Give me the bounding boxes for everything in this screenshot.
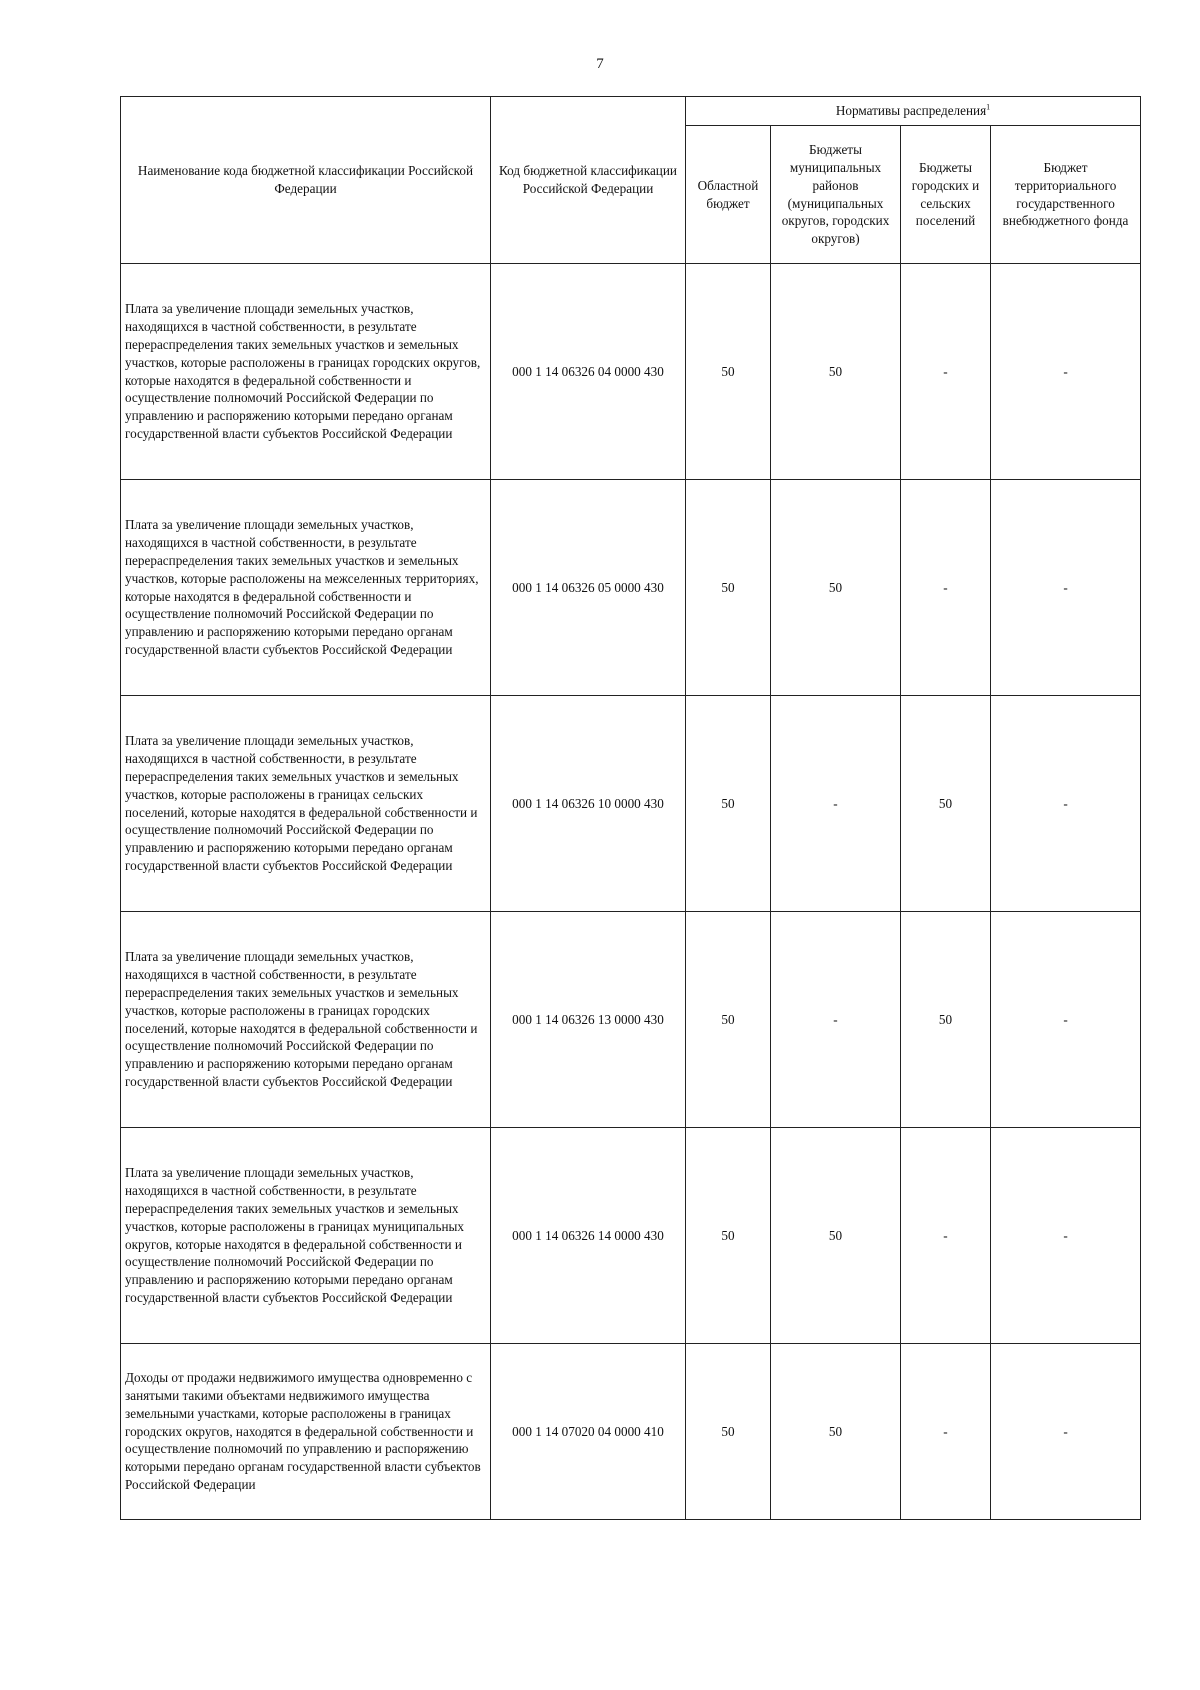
row-regional: 50	[686, 912, 771, 1128]
row-municipal: -	[771, 696, 901, 912]
row-municipal: 50	[771, 264, 901, 480]
table-row	[121, 264, 1141, 480]
row-regional: 50	[686, 264, 771, 480]
row-regional: 50	[686, 1344, 771, 1520]
row-name: Плата за увеличение площади земельных участков, находящихся в частной собственности, в результате перераспределения таких земельных участков и земельных участков, которые расположены в границах городских округов, которые находятся в федеральной собственности и осуществление полномочий Российской Федерации по управлению и распоряжению которыми передано органам государственной власти субъектов Российской Федерации	[121, 264, 491, 480]
row-name: Доходы от продажи недвижимого имущества одновременно с занятыми такими объектами недвижимого имущества земельными участками, которые расположены в границах городских округов, находятся в федеральной собственности и осуществление полномочий по управлению и распоряжению которыми передано органам государственной власти субъектов Российской Федерации	[121, 1344, 491, 1520]
row-settlements: 50	[901, 912, 991, 1128]
table-row	[121, 1344, 1141, 1520]
row-municipal: 50	[771, 1344, 901, 1520]
row-name: Плата за увеличение площади земельных участков, находящихся в частной собственности, в результате перераспределения таких земельных участков и земельных участков, которые расположены на межселенных территориях, которые находятся в федеральной собственности и осуществление полномочий Российской Федерации по управлению и распоряжению которыми передано органам государственной власти субъектов Российской Федерации	[121, 480, 491, 696]
row-name: Плата за увеличение площади земельных участков, находящихся в частной собственности, в результате перераспределения таких земельных участков и земельных участков, которые расположены в границах муниципальных округов, которые находятся в федеральной собственности и осуществление полномочий Российской Федерации по управлению и распоряжению которыми передано органам государственной власти субъектов Российской Федерации	[121, 1128, 491, 1344]
row-fund: -	[991, 1344, 1141, 1520]
header-regional: Областной бюджет	[686, 126, 771, 264]
row-regional: 50	[686, 696, 771, 912]
header-settlements: Бюджеты городских и сельских поселений	[901, 126, 991, 264]
table-row	[121, 480, 1141, 696]
header-municipal: Бюджеты муниципальных районов (муниципальных округов, городских округов)	[771, 126, 901, 264]
header-code: Код бюджетной классификации Российской Федерации	[491, 97, 686, 264]
table-row	[121, 912, 1141, 1128]
table-row	[121, 696, 1141, 912]
row-code: 000 1 14 06326 05 0000 430	[491, 480, 686, 696]
row-code: 000 1 14 06326 04 0000 430	[491, 264, 686, 480]
row-name: Плата за увеличение площади земельных участков, находящихся в частной собственности, в результате перераспределения таких земельных участков и земельных участков, которые расположены в границах городских поселений, которые находятся в федеральной собственности и осуществление полномочий Российской Федерации по управлению и распоряжению которыми передано органам государственной власти субъектов Российской Федерации	[121, 912, 491, 1128]
row-regional: 50	[686, 480, 771, 696]
row-settlements: -	[901, 1128, 991, 1344]
row-settlements: -	[901, 1344, 991, 1520]
row-code: 000 1 14 06326 13 0000 430	[491, 912, 686, 1128]
row-regional: 50	[686, 1128, 771, 1344]
page-number: 7	[596, 56, 604, 72]
header-name: Наименование кода бюджетной классификации Российской Федерации	[121, 97, 491, 264]
row-fund: -	[991, 912, 1141, 1128]
row-settlements: -	[901, 264, 991, 480]
row-municipal: -	[771, 912, 901, 1128]
row-fund: -	[991, 696, 1141, 912]
header-fund: Бюджет территориального государственного внебюджетного фонда	[991, 126, 1141, 264]
row-code: 000 1 14 06326 10 0000 430	[491, 696, 686, 912]
row-fund: -	[991, 264, 1141, 480]
row-name: Плата за увеличение площади земельных участков, находящихся в частной собственности, в результате перераспределения таких земельных участков и земельных участков, которые расположены в границах сельских поселений, которые находятся в федеральной собственности и осуществление полномочий Российской Федерации по управлению и распоряжению которыми передано органам государственной власти субъектов Российской Федерации	[121, 696, 491, 912]
budget-distribution-table	[120, 96, 1141, 1520]
table-row	[121, 1128, 1141, 1344]
row-settlements: -	[901, 480, 991, 696]
row-code: 000 1 14 07020 04 0000 410	[491, 1344, 686, 1520]
row-fund: -	[991, 1128, 1141, 1344]
row-municipal: 50	[771, 480, 901, 696]
header-group-label: Нормативы распределения	[835, 103, 987, 119]
row-settlements: 50	[901, 696, 991, 912]
row-code: 000 1 14 06326 14 0000 430	[491, 1128, 686, 1344]
header-group-footnote: 1	[986, 102, 991, 112]
row-fund: -	[991, 480, 1141, 696]
header-group	[686, 97, 1141, 126]
row-municipal: 50	[771, 1128, 901, 1344]
